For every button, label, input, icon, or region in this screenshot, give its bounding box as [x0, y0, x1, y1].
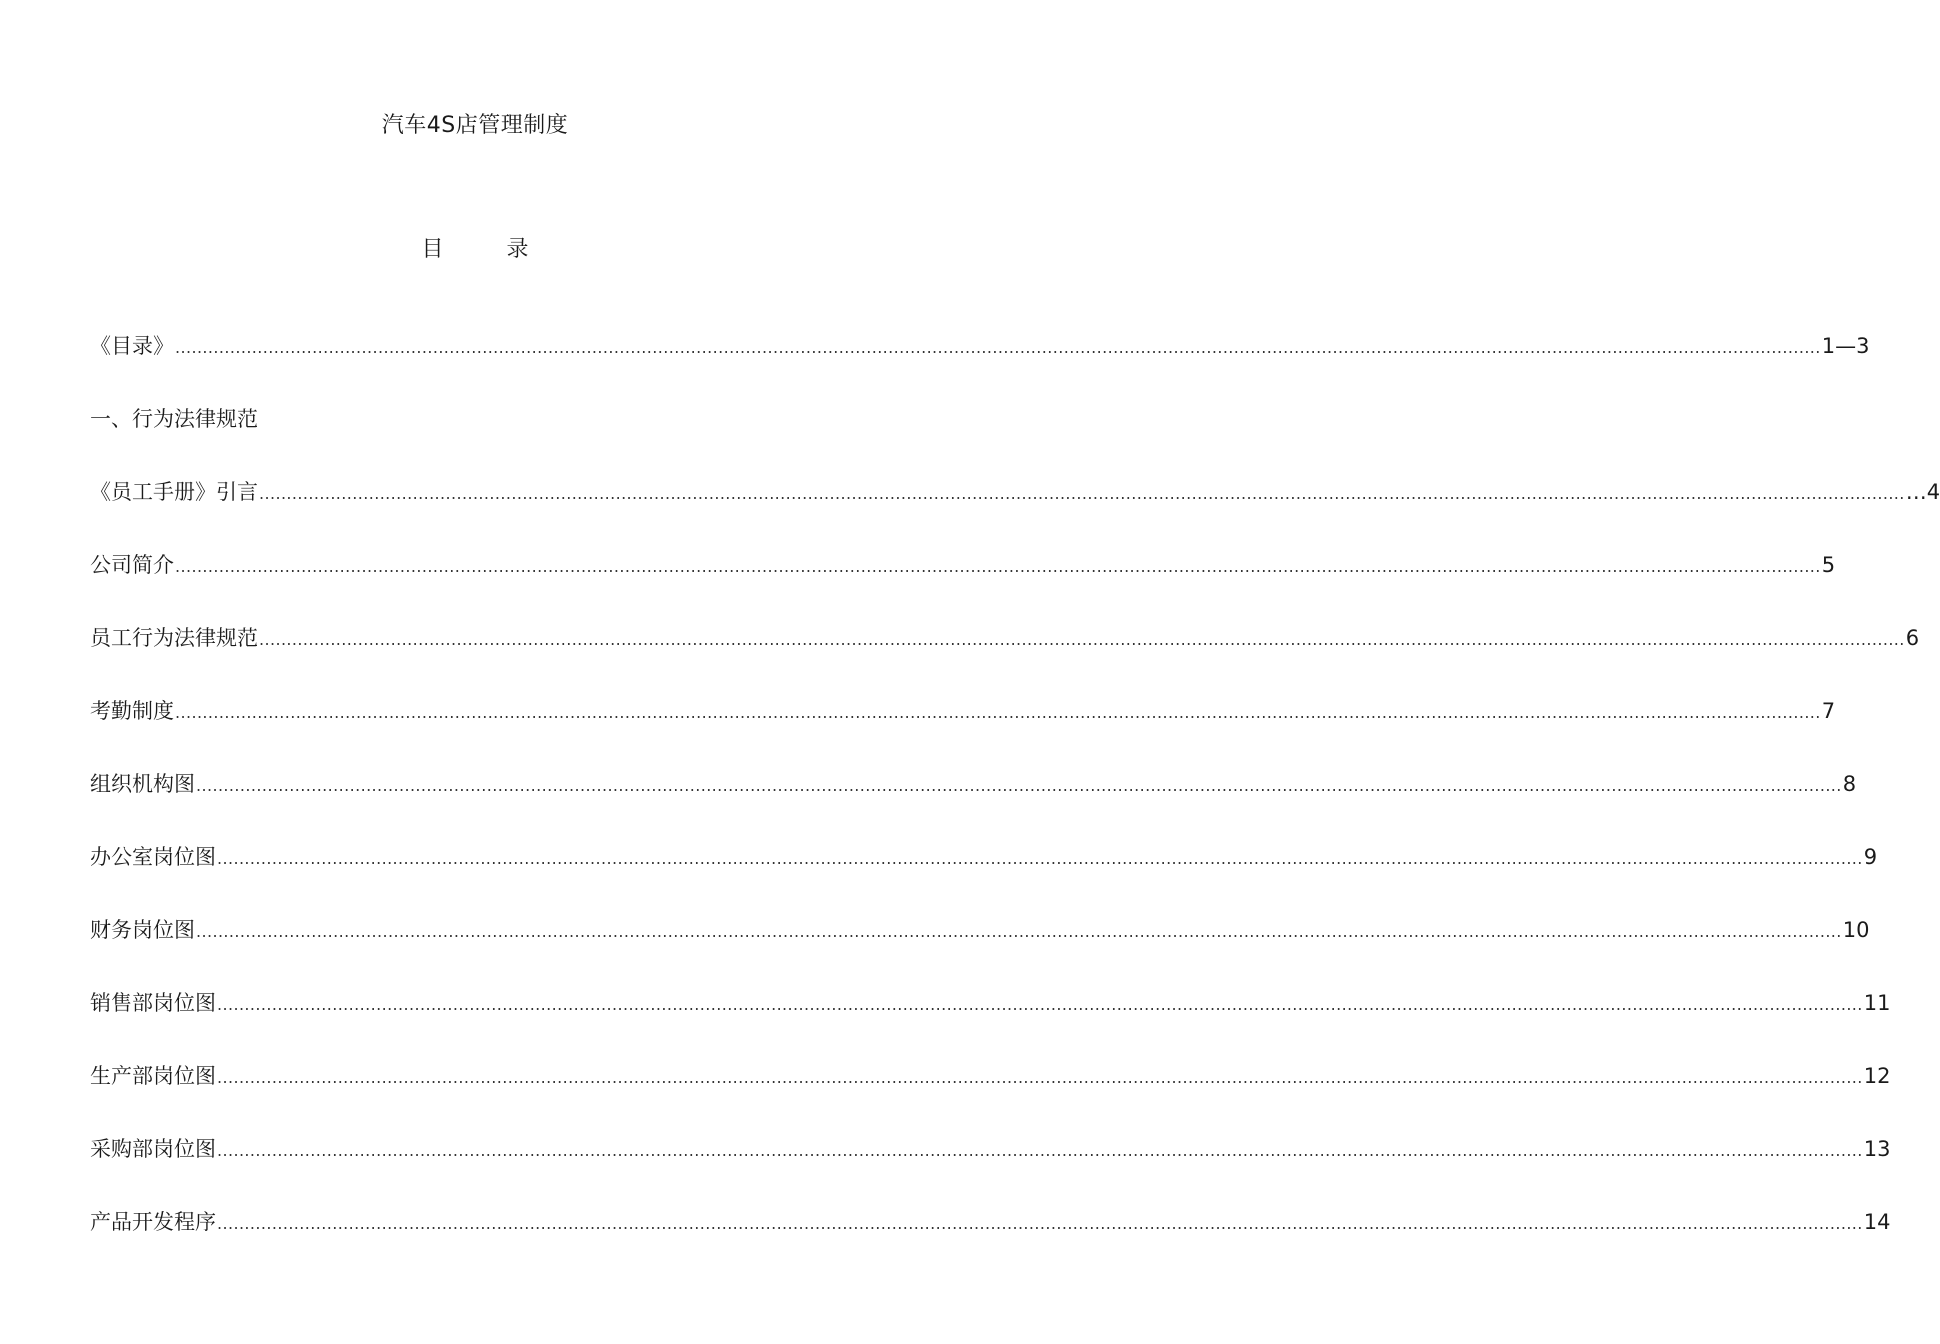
- toc-entry[interactable]: [90, 622, 1920, 654]
- toc-entry-label: 员工行为法律规范: [90, 626, 258, 650]
- toc-entry-label: 采购部岗位图: [90, 1137, 216, 1161]
- toc-entry[interactable]: [90, 330, 1870, 362]
- toc-leader-dots: ............................................................................................................................................................................................................................................................................................................: [175, 557, 1821, 576]
- toc-leader-dots: ............................................................................................................................................................................................................................................................................................................: [175, 338, 1821, 357]
- toc-leader-dots: ............................................................................................................................................................................................................................................................................................................: [217, 849, 1863, 868]
- toc-leader-dots: ............................................................................................................................................................................................................................................................................................................: [175, 703, 1821, 722]
- toc-entry-page: 11: [1863, 991, 1891, 1015]
- toc-leader-dots: ............................................................................................................................................................................................................................................................................................................: [217, 995, 1863, 1014]
- document-title: 汽车4S店管理制度: [381, 113, 569, 138]
- toc-entry-label: 销售部岗位图: [90, 991, 216, 1015]
- toc-entry-page: 7: [1821, 699, 1836, 723]
- toc-entry-page: 5: [1821, 553, 1836, 577]
- toc-entry-page: 12: [1863, 1064, 1891, 1088]
- toc-entry-page: 10: [1842, 918, 1870, 942]
- toc-leader-dots: ............................................................................................................................................................................................................................................................................................................: [196, 922, 1842, 941]
- toc-entry-label: 组织机构图: [90, 772, 195, 796]
- toc-entry[interactable]: [90, 476, 1940, 508]
- toc-entry-label: 公司简介: [90, 553, 174, 577]
- toc-entry-page: 13: [1863, 1137, 1891, 1161]
- toc-entry-label: 考勤制度: [90, 699, 174, 723]
- toc-entry-label: 《员工手册》引言: [90, 480, 258, 504]
- toc-entry-label: 生产部岗位图: [90, 1064, 216, 1088]
- toc-leader-dots: ............................................................................................................................................................................................................................................................................................................: [259, 484, 1905, 503]
- toc-entry-label: 办公室岗位图: [90, 845, 216, 869]
- toc-entry[interactable]: [90, 1060, 1891, 1092]
- toc-entry[interactable]: [90, 1206, 1891, 1238]
- toc-leader-dots: ............................................................................................................................................................................................................................................................................................................: [196, 776, 1842, 795]
- toc-entry-page: 9: [1863, 845, 1878, 869]
- toc-entry-page: 6: [1905, 626, 1920, 650]
- toc-entry-label: 一、行为法律规范: [90, 407, 258, 431]
- toc-leader-dots: ............................................................................................................................................................................................................................................................................................................: [217, 1214, 1863, 1233]
- toc-leader-dots: ............................................................................................................................................................................................................................................................................................................: [259, 630, 1905, 649]
- toc-entry-label: 《目录》: [90, 334, 174, 358]
- toc-heading: 目 录: [421, 237, 557, 262]
- toc-entry-page: …4: [1905, 480, 1940, 504]
- toc-leader-dots: ............................................................................................................................................................................................................................................................................................................: [217, 1068, 1863, 1087]
- toc-entry-label: 财务岗位图: [90, 918, 195, 942]
- toc-entry-page: 8: [1842, 772, 1857, 796]
- toc-entry-page: 14: [1863, 1210, 1891, 1234]
- toc-leader-dots: ............................................................................................................................................................................................................................................................................................................: [217, 1141, 1863, 1160]
- toc-entry[interactable]: [90, 841, 1878, 873]
- toc-entry[interactable]: [90, 1133, 1891, 1165]
- toc-entry[interactable]: [90, 403, 258, 435]
- toc-entry[interactable]: [90, 768, 1857, 800]
- toc-entry[interactable]: [90, 549, 1836, 581]
- toc-entry[interactable]: [90, 695, 1836, 727]
- toc-entry-label: 产品开发程序: [90, 1210, 216, 1234]
- toc-entry[interactable]: [90, 987, 1891, 1019]
- toc-entry[interactable]: [90, 914, 1870, 946]
- toc-entry-page: 1—3: [1821, 334, 1870, 358]
